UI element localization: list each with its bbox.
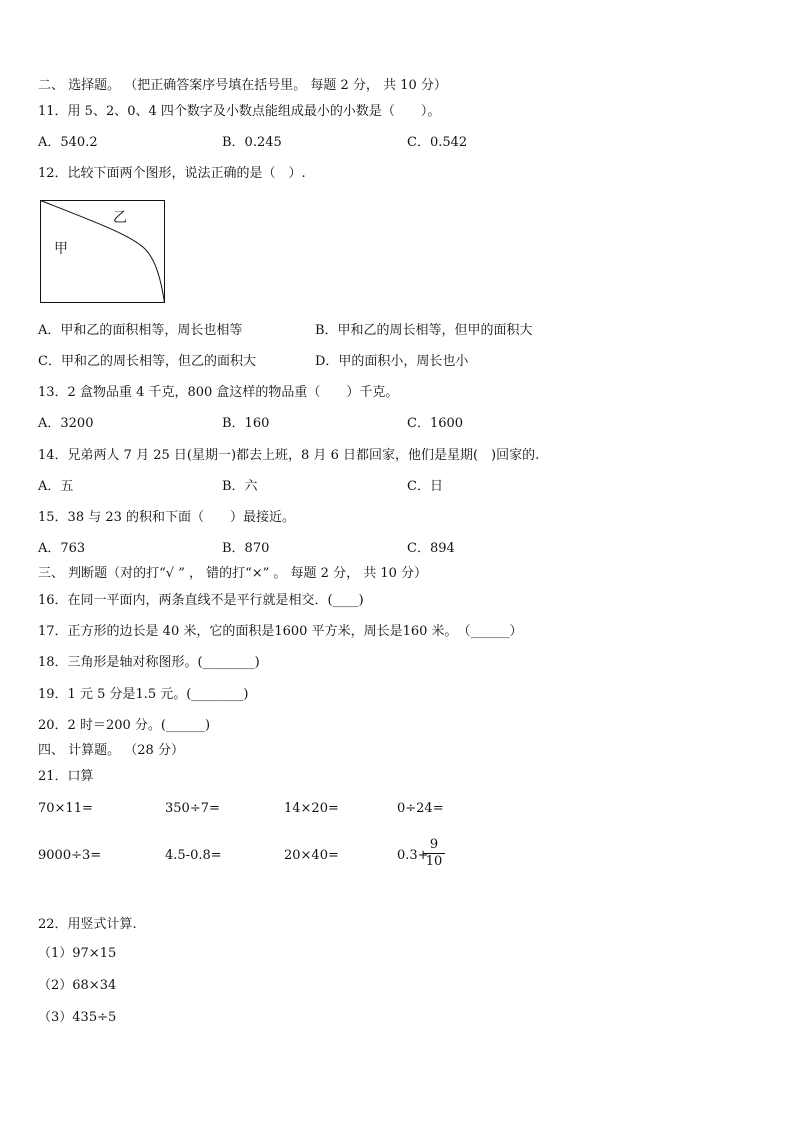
calc-14x20: 14×20= bbox=[284, 801, 339, 816]
section-3-header: 三、 判断题（对的打“√ ” ， 错的打“×” 。 每题 2 分， 共 10 分） bbox=[38, 566, 428, 581]
question-12: 12．比较下面两个图形，说法正确的是（ ）. bbox=[38, 166, 306, 181]
q22-item-1: （1）97×15 bbox=[38, 946, 117, 961]
question-11: 11．用 5、2、0、4 四个数字及小数点能组成最小的小数是（ ）。 bbox=[38, 104, 441, 119]
question-15: 15．38 与 23 的积和下面（ ）最接近。 bbox=[38, 510, 296, 525]
q15-option-c: C．894 bbox=[407, 541, 455, 556]
q12-option-d: D．甲的面积小，周长也小 bbox=[315, 354, 469, 369]
q22-item-3: （3）435÷5 bbox=[38, 1010, 117, 1025]
question-16: 16．在同一平面内，两条直线不是平行就是相交．(____) bbox=[38, 593, 364, 608]
fraction-denominator: 10 bbox=[425, 854, 443, 869]
q14-option-b: B．六 bbox=[222, 479, 258, 494]
question-19: 19．1 元 5 分是1.5 元。(________) bbox=[38, 687, 249, 702]
q12-option-a: A．甲和乙的面积相等，周长也相等 bbox=[38, 323, 243, 338]
calc-350div7: 350÷7= bbox=[165, 801, 220, 816]
question-14: 14．兄弟两人 7 月 25 日(星期一)都去上班，8 月 6 日都回家，他们是星期( )回家的. bbox=[38, 448, 540, 463]
q12-option-b: B．甲和乙的周长相等，但甲的面积大 bbox=[315, 323, 533, 338]
q11-option-b: B．0.245 bbox=[222, 135, 282, 150]
q13-option-a: A．3200 bbox=[38, 416, 94, 431]
q14-option-c: C．日 bbox=[407, 479, 443, 494]
figure-label-jia: 甲 bbox=[54, 241, 68, 257]
q13-option-c: C．1600 bbox=[407, 416, 464, 431]
q15-option-a: A．763 bbox=[38, 541, 86, 556]
question-22-title: 22．用竖式计算. bbox=[38, 917, 137, 932]
calc-0.3-plus: 0.3+ bbox=[397, 848, 429, 863]
q14-option-a: A．五 bbox=[38, 479, 74, 494]
calc-9000div3: 9000÷3= bbox=[38, 848, 102, 863]
q11-option-a: A．540.2 bbox=[38, 135, 98, 150]
figure-label-yi: 乙 bbox=[113, 210, 127, 226]
q12-option-c: C．甲和乙的周长相等，但乙的面积大 bbox=[38, 354, 256, 369]
question-18: 18．三角形是轴对称图形。(________) bbox=[38, 655, 260, 670]
question-17: 17．正方形的边长是 40 米，它的面积是1600 平方米，周长是160 米。 （______） bbox=[38, 624, 523, 639]
fraction-9-10 bbox=[423, 837, 445, 870]
calc-0div24: 0÷24= bbox=[397, 801, 444, 816]
calc-4.5minus0.8: 4.5-0.8= bbox=[165, 848, 222, 863]
calc-70x11: 70×11= bbox=[38, 801, 93, 816]
q12-figure bbox=[38, 198, 168, 306]
question-13: 13．2 盒物品重 4 千克，800 盒这样的物品重（ ）千克。 bbox=[38, 385, 399, 400]
fraction-numerator: 9 bbox=[423, 837, 445, 854]
question-20: 20．2 时＝200 分。(______) bbox=[38, 718, 211, 733]
q11-option-c: C．0.542 bbox=[407, 135, 468, 150]
q22-item-2: （2）68×34 bbox=[38, 978, 117, 993]
q13-option-b: B．160 bbox=[222, 416, 270, 431]
question-21-title: 21．口算 bbox=[38, 769, 94, 784]
section-2-header: 二、 选择题。 （把正确答案序号填在括号里。 每题 2 分， 共 10 分） bbox=[38, 78, 447, 93]
q15-option-b: B．870 bbox=[222, 541, 270, 556]
calc-20x40: 20×40= bbox=[284, 848, 339, 863]
section-4-header: 四、 计算题。 （28 分） bbox=[38, 743, 184, 758]
